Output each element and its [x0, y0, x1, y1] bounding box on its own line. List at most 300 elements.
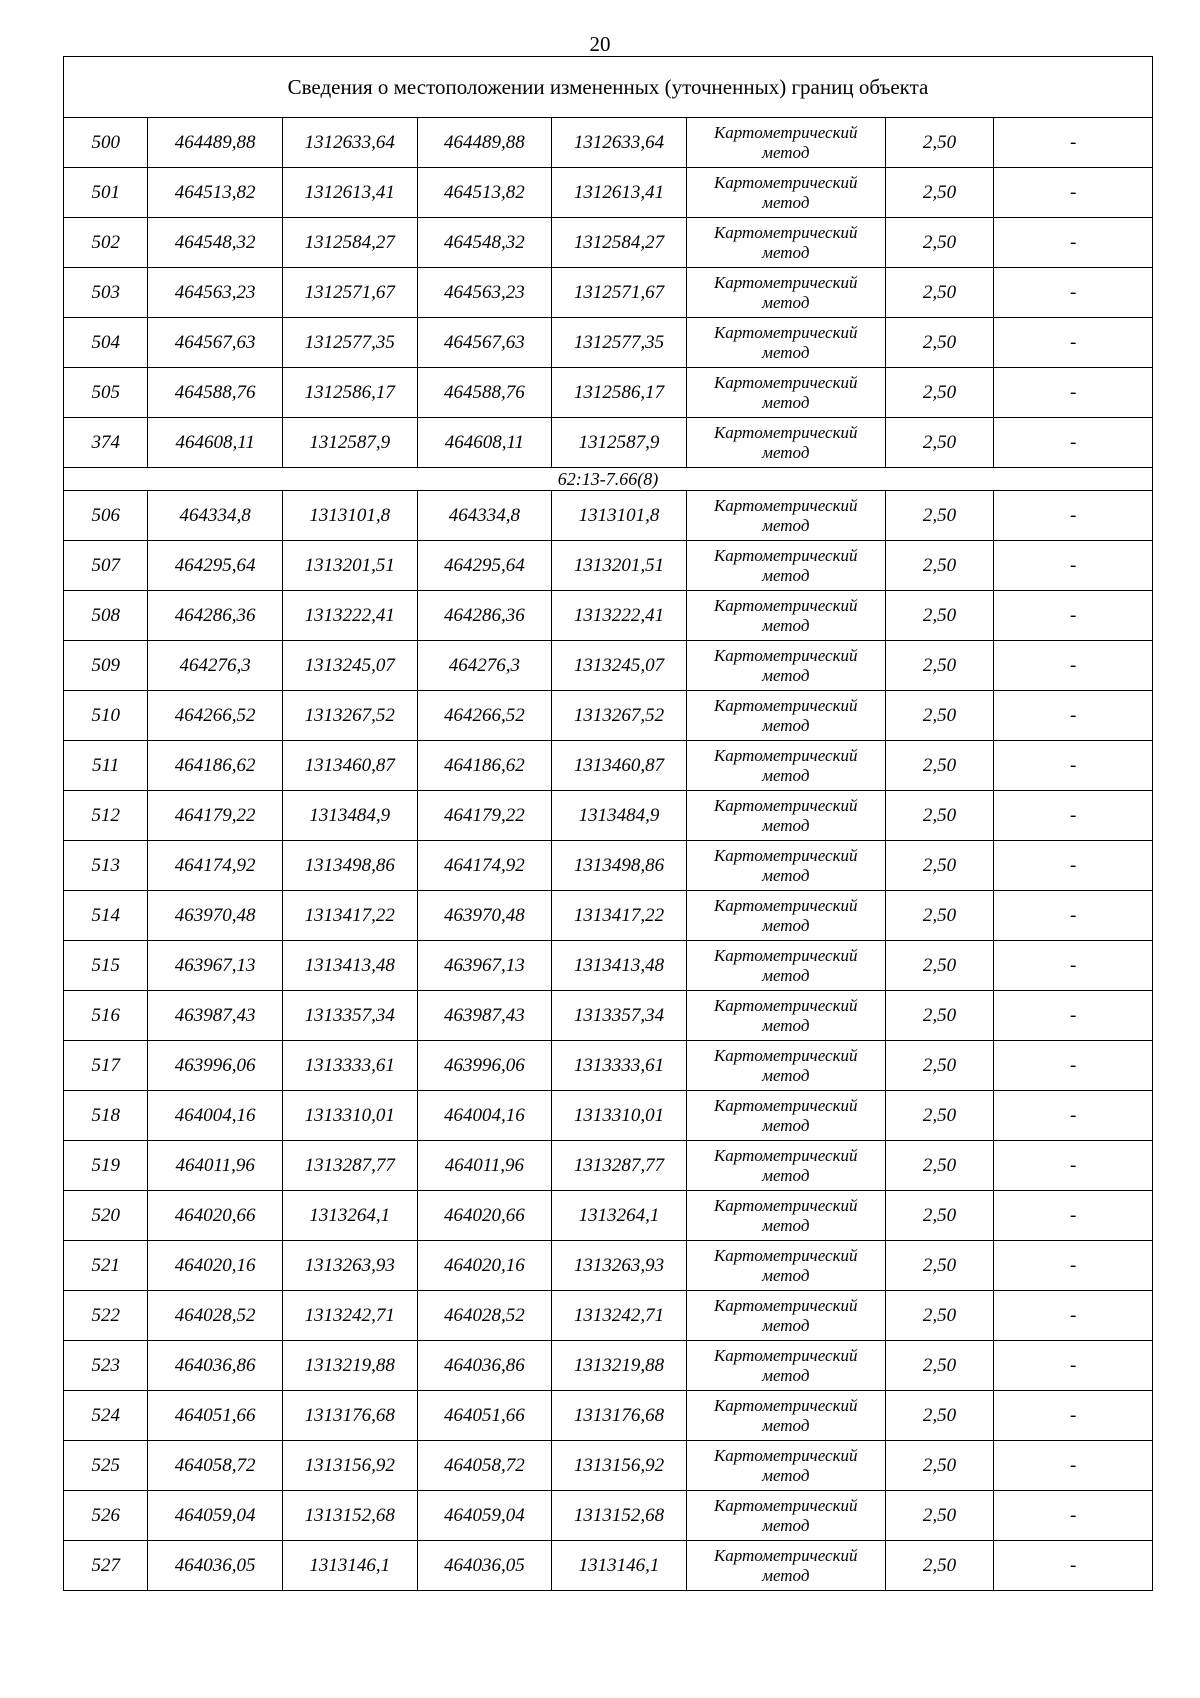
- x-new-cell: 464058,72: [417, 1441, 552, 1491]
- accuracy-cell: 2,50: [885, 318, 993, 368]
- method-cell: [686, 691, 885, 741]
- note-cell: -: [994, 1141, 1153, 1191]
- method-line2: метод: [762, 565, 810, 585]
- x-old-cell: 463967,13: [148, 941, 283, 991]
- x-old-cell: 464276,3: [148, 641, 283, 691]
- y-old-cell: 1313267,52: [282, 691, 417, 741]
- accuracy-cell: 2,50: [885, 1291, 993, 1341]
- method-line2: метод: [762, 342, 810, 362]
- y-old-cell: 1313242,71: [282, 1291, 417, 1341]
- x-new-cell: 464489,88: [417, 118, 552, 168]
- y-old-cell: 1312584,27: [282, 218, 417, 268]
- table-row: [64, 791, 1153, 841]
- y-new-cell: 1313222,41: [552, 591, 687, 641]
- table-row: [64, 1041, 1153, 1091]
- point-number-cell: 506: [64, 491, 148, 541]
- y-old-cell: 1313201,51: [282, 541, 417, 591]
- method-line2: метод: [762, 392, 810, 412]
- y-new-cell: 1312571,67: [552, 268, 687, 318]
- accuracy-cell: 2,50: [885, 691, 993, 741]
- y-old-cell: 1313413,48: [282, 941, 417, 991]
- note-cell: -: [994, 418, 1153, 468]
- method-line1: Картометрический: [713, 1045, 858, 1065]
- x-old-cell: 463996,06: [148, 1041, 283, 1091]
- method-line1: Картометрический: [713, 322, 858, 342]
- method-line2: метод: [762, 1015, 810, 1035]
- y-old-cell: 1313245,07: [282, 641, 417, 691]
- method-line2: метод: [762, 665, 810, 685]
- table-body: [64, 57, 1153, 1591]
- method-cell: [686, 368, 885, 418]
- point-number-cell: 514: [64, 891, 148, 941]
- x-old-cell: 464489,88: [148, 118, 283, 168]
- point-number-cell: 500: [64, 118, 148, 168]
- x-new-cell: 464563,23: [417, 268, 552, 318]
- method-line2: метод: [762, 192, 810, 212]
- x-old-cell: 464051,66: [148, 1391, 283, 1441]
- method-line2: метод: [762, 765, 810, 785]
- method-line2: метод: [762, 915, 810, 935]
- accuracy-cell: 2,50: [885, 991, 993, 1041]
- y-old-cell: 1312586,17: [282, 368, 417, 418]
- x-new-cell: 464059,04: [417, 1491, 552, 1541]
- x-new-cell: 464174,92: [417, 841, 552, 891]
- accuracy-cell: 2,50: [885, 1141, 993, 1191]
- table-row: [64, 1491, 1153, 1541]
- method-line2: метод: [762, 1415, 810, 1435]
- method-cell: [686, 1291, 885, 1341]
- method-line1: Картометрический: [713, 1545, 858, 1565]
- accuracy-cell: 2,50: [885, 641, 993, 691]
- point-number-cell: 513: [64, 841, 148, 891]
- x-new-cell: 463970,48: [417, 891, 552, 941]
- y-old-cell: 1312577,35: [282, 318, 417, 368]
- method-line1: Картометрический: [713, 1195, 858, 1215]
- method-line2: метод: [762, 515, 810, 535]
- table-row: [64, 641, 1153, 691]
- note-cell: -: [994, 368, 1153, 418]
- y-new-cell: 1313219,88: [552, 1341, 687, 1391]
- x-old-cell: 464059,04: [148, 1491, 283, 1541]
- accuracy-cell: 2,50: [885, 841, 993, 891]
- accuracy-cell: 2,50: [885, 1191, 993, 1241]
- note-cell: -: [994, 1091, 1153, 1141]
- method-line2: метод: [762, 242, 810, 262]
- method-line1: Картометрический: [713, 595, 858, 615]
- x-new-cell: 464004,16: [417, 1091, 552, 1141]
- y-new-cell: 1312584,27: [552, 218, 687, 268]
- point-number-cell: 501: [64, 168, 148, 218]
- method-line2: метод: [762, 1315, 810, 1335]
- method-line2: метод: [762, 442, 810, 462]
- note-cell: -: [994, 168, 1153, 218]
- y-old-cell: 1313264,1: [282, 1191, 417, 1241]
- method-line2: метод: [762, 1465, 810, 1485]
- y-new-cell: 1313287,77: [552, 1141, 687, 1191]
- point-number-cell: 374: [64, 418, 148, 468]
- x-new-cell: 464513,82: [417, 168, 552, 218]
- x-new-cell: 464567,63: [417, 318, 552, 368]
- method-line2: метод: [762, 815, 810, 835]
- method-line1: Картометрический: [713, 745, 858, 765]
- accuracy-cell: 2,50: [885, 118, 993, 168]
- accuracy-cell: 2,50: [885, 591, 993, 641]
- point-number-cell: 522: [64, 1291, 148, 1341]
- note-cell: -: [994, 1391, 1153, 1441]
- x-new-cell: 464020,66: [417, 1191, 552, 1241]
- method-cell: [686, 641, 885, 691]
- point-number-cell: 511: [64, 741, 148, 791]
- note-cell: -: [994, 991, 1153, 1041]
- method-cell: [686, 1191, 885, 1241]
- y-new-cell: 1313333,61: [552, 1041, 687, 1091]
- table-row: [64, 1441, 1153, 1491]
- point-number-cell: 503: [64, 268, 148, 318]
- note-cell: -: [994, 1341, 1153, 1391]
- method-cell: [686, 991, 885, 1041]
- method-line2: метод: [762, 1165, 810, 1185]
- method-line2: метод: [762, 865, 810, 885]
- point-number-cell: 526: [64, 1491, 148, 1541]
- method-line1: Картометрический: [713, 1095, 858, 1115]
- x-new-cell: 464051,66: [417, 1391, 552, 1441]
- method-line1: Картометрический: [713, 495, 858, 515]
- page-number: 20: [589, 32, 611, 56]
- y-old-cell: 1312587,9: [282, 418, 417, 468]
- point-number-cell: 517: [64, 1041, 148, 1091]
- x-old-cell: 464563,23: [148, 268, 283, 318]
- note-cell: -: [994, 1441, 1153, 1491]
- y-old-cell: 1313263,93: [282, 1241, 417, 1291]
- point-number-cell: 502: [64, 218, 148, 268]
- note-cell: -: [994, 1241, 1153, 1291]
- x-new-cell: 463996,06: [417, 1041, 552, 1091]
- y-new-cell: 1312633,64: [552, 118, 687, 168]
- accuracy-cell: 2,50: [885, 741, 993, 791]
- method-line2: метод: [762, 965, 810, 985]
- x-old-cell: 464179,22: [148, 791, 283, 841]
- method-line2: метод: [762, 1565, 810, 1585]
- table-row: [64, 1241, 1153, 1291]
- method-cell: [686, 218, 885, 268]
- y-new-cell: 1313263,93: [552, 1241, 687, 1291]
- method-line1: Картометрический: [713, 1445, 858, 1465]
- table-row: [64, 1091, 1153, 1141]
- x-old-cell: 464286,36: [148, 591, 283, 641]
- accuracy-cell: 2,50: [885, 891, 993, 941]
- method-cell: [686, 491, 885, 541]
- accuracy-cell: 2,50: [885, 1341, 993, 1391]
- note-cell: -: [994, 891, 1153, 941]
- note-cell: -: [994, 318, 1153, 368]
- accuracy-cell: 2,50: [885, 1391, 993, 1441]
- table-row: [64, 741, 1153, 791]
- method-line2: метод: [762, 715, 810, 735]
- method-line1: Картометрический: [713, 1345, 858, 1365]
- x-old-cell: 464334,8: [148, 491, 283, 541]
- x-new-cell: 464186,62: [417, 741, 552, 791]
- x-old-cell: 464036,05: [148, 1541, 283, 1591]
- method-cell: [686, 891, 885, 941]
- section-label: 62:13-7.66(8): [64, 468, 1153, 491]
- point-number-cell: 505: [64, 368, 148, 418]
- y-old-cell: 1313146,1: [282, 1541, 417, 1591]
- point-number-cell: 518: [64, 1091, 148, 1141]
- y-old-cell: 1313222,41: [282, 591, 417, 641]
- y-new-cell: 1313101,8: [552, 491, 687, 541]
- method-cell: [686, 1041, 885, 1091]
- table-row: [64, 1541, 1153, 1591]
- note-cell: -: [994, 268, 1153, 318]
- method-cell: [686, 741, 885, 791]
- coordinates-table: [63, 56, 1153, 1591]
- y-old-cell: 1312613,41: [282, 168, 417, 218]
- y-old-cell: 1313460,87: [282, 741, 417, 791]
- method-cell: [686, 1341, 885, 1391]
- accuracy-cell: 2,50: [885, 541, 993, 591]
- note-cell: -: [994, 218, 1153, 268]
- accuracy-cell: 2,50: [885, 418, 993, 468]
- method-line1: Картометрический: [713, 545, 858, 565]
- method-line2: метод: [762, 142, 810, 162]
- point-number-cell: 507: [64, 541, 148, 591]
- note-cell: -: [994, 541, 1153, 591]
- method-line2: метод: [762, 1365, 810, 1385]
- y-new-cell: 1313417,22: [552, 891, 687, 941]
- y-old-cell: 1313219,88: [282, 1341, 417, 1391]
- y-new-cell: 1313310,01: [552, 1091, 687, 1141]
- point-number-cell: 516: [64, 991, 148, 1041]
- y-old-cell: 1313357,34: [282, 991, 417, 1041]
- x-old-cell: 464588,76: [148, 368, 283, 418]
- x-new-cell: 464334,8: [417, 491, 552, 541]
- table-row: [64, 218, 1153, 268]
- x-new-cell: 463967,13: [417, 941, 552, 991]
- table-row: [64, 318, 1153, 368]
- method-cell: [686, 941, 885, 991]
- y-new-cell: 1313413,48: [552, 941, 687, 991]
- accuracy-cell: 2,50: [885, 1541, 993, 1591]
- point-number-cell: 527: [64, 1541, 148, 1591]
- note-cell: -: [994, 841, 1153, 891]
- table-row: [64, 418, 1153, 468]
- note-cell: -: [994, 1491, 1153, 1541]
- method-cell: [686, 1241, 885, 1291]
- point-number-cell: 525: [64, 1441, 148, 1491]
- x-new-cell: 463987,43: [417, 991, 552, 1041]
- y-old-cell: 1313310,01: [282, 1091, 417, 1141]
- method-cell: [686, 1441, 885, 1491]
- table-row: [64, 118, 1153, 168]
- method-line1: Картометрический: [713, 1145, 858, 1165]
- accuracy-cell: 2,50: [885, 1241, 993, 1291]
- y-old-cell: 1313417,22: [282, 891, 417, 941]
- y-new-cell: 1313264,1: [552, 1191, 687, 1241]
- y-new-cell: 1313242,71: [552, 1291, 687, 1341]
- method-cell: [686, 1541, 885, 1591]
- y-new-cell: 1313245,07: [552, 641, 687, 691]
- method-cell: [686, 841, 885, 891]
- x-old-cell: 464058,72: [148, 1441, 283, 1491]
- method-line2: метод: [762, 1065, 810, 1085]
- y-old-cell: 1313101,8: [282, 491, 417, 541]
- method-line2: метод: [762, 1115, 810, 1135]
- x-old-cell: 464004,16: [148, 1091, 283, 1141]
- method-line1: Картометрический: [713, 695, 858, 715]
- point-number-cell: 509: [64, 641, 148, 691]
- x-old-cell: 464020,66: [148, 1191, 283, 1241]
- note-cell: -: [994, 491, 1153, 541]
- x-new-cell: 464028,52: [417, 1291, 552, 1341]
- method-line1: Картометрический: [713, 122, 858, 142]
- note-cell: -: [994, 791, 1153, 841]
- method-line1: Картометрический: [713, 1295, 858, 1315]
- table-row: [64, 168, 1153, 218]
- x-new-cell: 464548,32: [417, 218, 552, 268]
- x-new-cell: 464179,22: [417, 791, 552, 841]
- y-new-cell: 1313176,68: [552, 1391, 687, 1441]
- point-number-cell: 520: [64, 1191, 148, 1241]
- x-old-cell: 464174,92: [148, 841, 283, 891]
- method-cell: [686, 168, 885, 218]
- accuracy-cell: 2,50: [885, 1491, 993, 1541]
- method-line1: Картометрический: [713, 795, 858, 815]
- method-cell: [686, 418, 885, 468]
- y-new-cell: 1313460,87: [552, 741, 687, 791]
- x-new-cell: 464011,96: [417, 1141, 552, 1191]
- x-old-cell: 464567,63: [148, 318, 283, 368]
- point-number-cell: 504: [64, 318, 148, 368]
- table-row: [64, 1341, 1153, 1391]
- x-new-cell: 464608,11: [417, 418, 552, 468]
- point-number-cell: 524: [64, 1391, 148, 1441]
- table-row: [64, 1141, 1153, 1191]
- x-new-cell: 464286,36: [417, 591, 552, 641]
- x-old-cell: 464608,11: [148, 418, 283, 468]
- method-line1: Картометрический: [713, 1395, 858, 1415]
- table-row: [64, 891, 1153, 941]
- method-line1: Картометрический: [713, 1495, 858, 1515]
- y-old-cell: 1313176,68: [282, 1391, 417, 1441]
- x-old-cell: 464513,82: [148, 168, 283, 218]
- note-cell: -: [994, 741, 1153, 791]
- table-title-row: [64, 57, 1153, 118]
- table-row: [64, 1191, 1153, 1241]
- note-cell: -: [994, 941, 1153, 991]
- method-line2: метод: [762, 615, 810, 635]
- x-new-cell: 464276,3: [417, 641, 552, 691]
- accuracy-cell: 2,50: [885, 791, 993, 841]
- x-old-cell: 463987,43: [148, 991, 283, 1041]
- method-line1: Картометрический: [713, 222, 858, 242]
- accuracy-cell: 2,50: [885, 218, 993, 268]
- method-line2: метод: [762, 1515, 810, 1535]
- accuracy-cell: 2,50: [885, 1441, 993, 1491]
- section-label-row: [64, 468, 1153, 491]
- method-cell: [686, 1391, 885, 1441]
- accuracy-cell: 2,50: [885, 491, 993, 541]
- method-line1: Картометрический: [713, 945, 858, 965]
- x-old-cell: 464036,86: [148, 1341, 283, 1391]
- method-line1: Картометрический: [713, 372, 858, 392]
- table-row: [64, 941, 1153, 991]
- method-cell: [686, 1141, 885, 1191]
- note-cell: -: [994, 641, 1153, 691]
- method-line1: Картометрический: [713, 172, 858, 192]
- table-row: [64, 268, 1153, 318]
- y-new-cell: 1313146,1: [552, 1541, 687, 1591]
- y-old-cell: 1313484,9: [282, 791, 417, 841]
- table-row: [64, 991, 1153, 1041]
- y-old-cell: 1313156,92: [282, 1441, 417, 1491]
- note-cell: -: [994, 1291, 1153, 1341]
- point-number-cell: 508: [64, 591, 148, 641]
- note-cell: -: [994, 1191, 1153, 1241]
- x-old-cell: 464028,52: [148, 1291, 283, 1341]
- y-new-cell: 1313484,9: [552, 791, 687, 841]
- accuracy-cell: 2,50: [885, 941, 993, 991]
- method-line2: метод: [762, 1215, 810, 1235]
- y-new-cell: 1313152,68: [552, 1491, 687, 1541]
- method-line1: Картометрический: [713, 845, 858, 865]
- method-line1: Картометрический: [713, 995, 858, 1015]
- y-new-cell: 1313267,52: [552, 691, 687, 741]
- method-line1: Картометрический: [713, 272, 858, 292]
- table-row: [64, 491, 1153, 541]
- table-row: [64, 1291, 1153, 1341]
- y-old-cell: 1313498,86: [282, 841, 417, 891]
- table-row: [64, 368, 1153, 418]
- note-cell: -: [994, 1541, 1153, 1591]
- method-cell: [686, 791, 885, 841]
- y-new-cell: 1313357,34: [552, 991, 687, 1041]
- y-new-cell: 1313201,51: [552, 541, 687, 591]
- note-cell: -: [994, 1041, 1153, 1091]
- x-old-cell: 464266,52: [148, 691, 283, 741]
- y-old-cell: 1312571,67: [282, 268, 417, 318]
- method-line2: метод: [762, 1265, 810, 1285]
- x-old-cell: 464186,62: [148, 741, 283, 791]
- y-new-cell: 1312577,35: [552, 318, 687, 368]
- x-new-cell: 464036,86: [417, 1341, 552, 1391]
- table-row: [64, 841, 1153, 891]
- point-number-cell: 512: [64, 791, 148, 841]
- method-line1: Картометрический: [713, 895, 858, 915]
- table-row: [64, 541, 1153, 591]
- method-line2: метод: [762, 292, 810, 312]
- method-line1: Картометрический: [713, 422, 858, 442]
- point-number-cell: 515: [64, 941, 148, 991]
- table-row: [64, 1391, 1153, 1441]
- y-new-cell: 1312587,9: [552, 418, 687, 468]
- x-new-cell: 464020,16: [417, 1241, 552, 1291]
- table-row: [64, 691, 1153, 741]
- x-new-cell: 464588,76: [417, 368, 552, 418]
- y-new-cell: 1313498,86: [552, 841, 687, 891]
- method-line1: Картометрический: [713, 645, 858, 665]
- table-row: [64, 591, 1153, 641]
- table-title: Сведения о местоположении измененных (уточненных) границ объекта: [64, 57, 1153, 118]
- point-number-cell: 519: [64, 1141, 148, 1191]
- y-old-cell: 1313152,68: [282, 1491, 417, 1541]
- x-new-cell: 464266,52: [417, 691, 552, 741]
- y-new-cell: 1312586,17: [552, 368, 687, 418]
- point-number-cell: 521: [64, 1241, 148, 1291]
- method-cell: [686, 318, 885, 368]
- method-cell: [686, 118, 885, 168]
- accuracy-cell: 2,50: [885, 1091, 993, 1141]
- y-new-cell: 1313156,92: [552, 1441, 687, 1491]
